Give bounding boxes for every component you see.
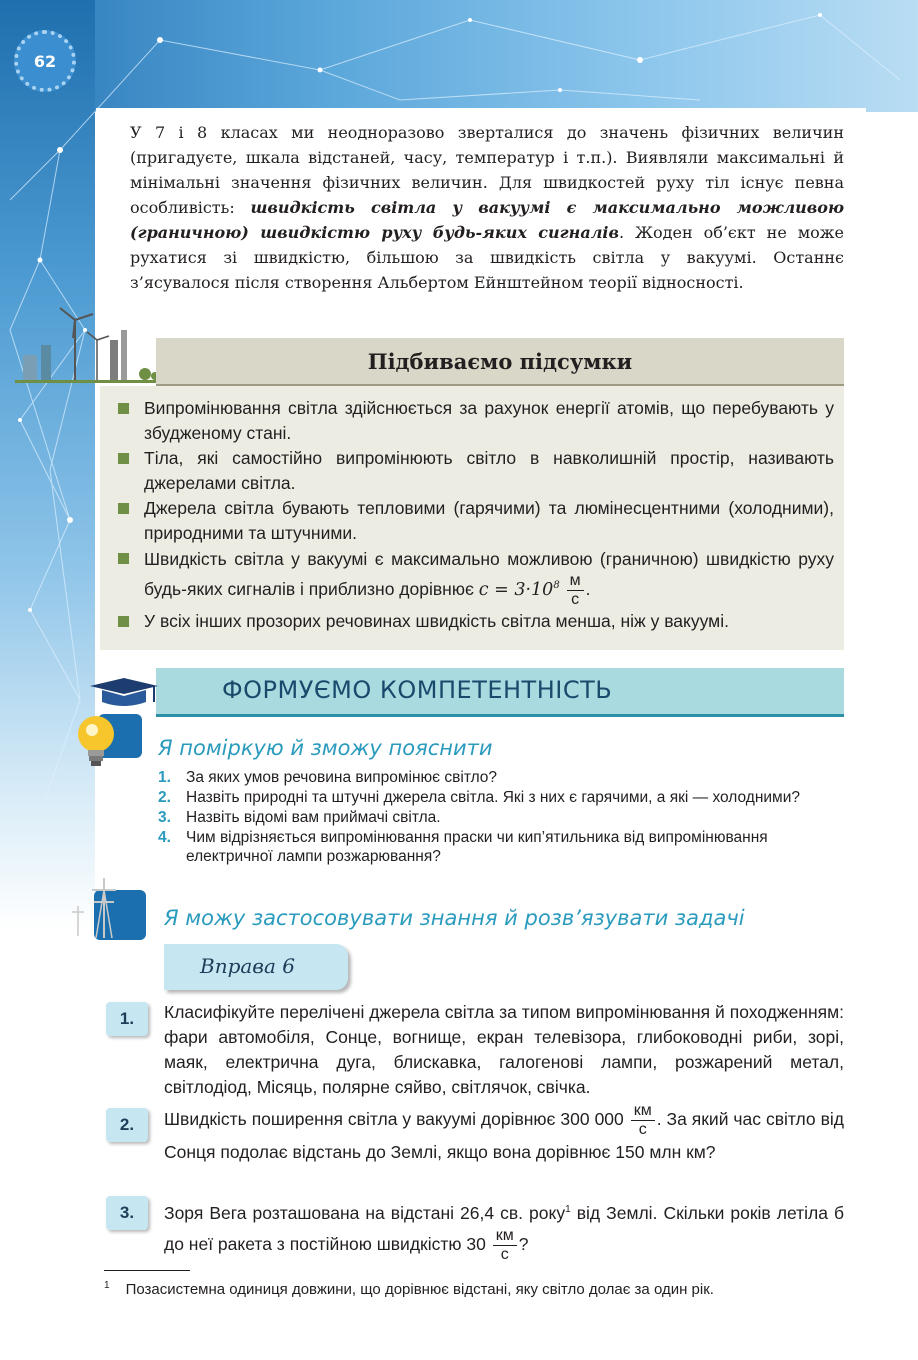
power-tower-icon [70, 876, 150, 942]
summary-box [100, 386, 844, 650]
exercise-label: Вправа 6 [200, 954, 295, 978]
exercise-tab [164, 944, 348, 990]
task-text: Класифікуйте перелічені джерела світла за типом випромінювання й походженням: фари автомобіля, Сонце, вогнище, екран телевізора, глибоководні риби, зорі, маяк, електрична дуга, блискавка, галогенові лампи, розжарений метал, світлодіод, Місяць, полярне сяйво, світлячок, свічка. [164, 1002, 844, 1097]
task-text: Зоря Вега розташована на відстані 26,4 св. року$^1$ від Землі. Скільки років летіла б до неї ракета з постійною швидкістю 30 $\frac{км}{с}$ ? [164, 1202, 845, 1263]
summary-item: Джерела світла бувають тепловими (гарячими) та люмінесцентними (холодними), природними та штучними. [118, 496, 834, 546]
task-number: 3. [106, 1196, 148, 1230]
intro-text-part2: . Жоден об’єкт не може рухатися зі швидкістю, більшою за швидкість світла у вакуумі. Останнє з’ясувалося після створення Альбертом Ейнштейном теорії відносності. [130, 223, 844, 292]
bullet-square-icon [118, 453, 129, 464]
question-item: 4. Чим відрізняється випромінювання праски чи кип’ятильника від випромінювання електричної лампи розжарювання? [158, 829, 768, 865]
graduation-cap-icon [88, 676, 162, 710]
speed-of-light-formula: $c = 3\cdot 10^8$ [478, 580, 560, 601]
question-item: 1. За яких умов речовина випромінює світло? [158, 769, 498, 786]
bullet-square-icon [118, 403, 129, 414]
page-number: 62 [33, 51, 57, 71]
task-text: Швидкість поширення світла у вакуумі дорівнює 300 000 $\frac{км}{с}$ . За який час світло від Сонця подолає відстань до Землі, якщо вона дорівнює 150 млн км? [164, 1102, 844, 1162]
apply-heading: Я можу застосовувати знання й розв’язувати задачі [164, 906, 745, 930]
summary-item: Швидкість світла у вакуумі є максимально можливою (граничною) швидкістю руху будь-яких сигналів і приблизно дорівнює $c = 3\cdot 10^8$ $\frac{м}{с}$ . [118, 546, 834, 609]
summary-title: Підбиваємо підсумки [367, 348, 633, 374]
question-item: 2. Назвіть природні та штучні джерела світла. Які з них є гарячими, а які — холодними? [158, 789, 800, 806]
summary-item: У всіх інших прозорих речовинах швидкість світла менша, ніж у вакуумі. [118, 609, 834, 634]
summary-item: Випромінювання світла здійснюється за рахунок енергії атомів, що перебувають у збудженому стані. [118, 396, 834, 446]
summary-header [156, 338, 844, 386]
bullet-square-icon [118, 553, 129, 564]
question-item: 3. Назвіть відомі вам приймачі світла. [158, 809, 441, 826]
page-number-badge [14, 30, 76, 92]
summary-list [100, 386, 844, 634]
footnote: $^1$ Позасистемна одиниця довжини, що дорівнює відстані, яку світло долає за один рік. [104, 1280, 714, 1298]
unit-fraction: $\frac{км}{с}$ [493, 1227, 517, 1264]
intro-paragraph [96, 108, 866, 336]
footnote-divider [104, 1270, 190, 1271]
competence-title: ФОРМУЄМО КОМПЕТЕНТНІСТЬ [222, 676, 613, 704]
question-list [158, 768, 844, 867]
competence-header [156, 668, 844, 717]
bullet-square-icon [118, 616, 129, 627]
intro-text-part1: У 7 і 8 класах ми неодноразово зверталися до значень фізичних величин (пригадуєте, шкала відстаней, часу, температур і т.п.). Виявляли максимальні й мінімальні значення фізичних величин. Для швидкостей руху тіл існує певна особливість: [130, 123, 844, 217]
intro-emphasis: швидкість світла у вакуумі є максимально можливою (граничною) швидкістю руху будь-яких сигналів [130, 198, 844, 242]
summary-item: Тіла, які самостійно випромінюють світло в навколишній простір, називають джерелами світла. [118, 446, 834, 496]
wind-turbines-city-icon [15, 300, 165, 385]
bullet-square-icon [118, 503, 129, 514]
unit-fraction: $\frac{км}{с}$ [631, 1102, 655, 1139]
task-number: 1. [106, 1002, 148, 1036]
task-number: 2. [106, 1108, 148, 1142]
explain-heading: Я поміркую й зможу пояснити [158, 736, 493, 760]
light-bulb-icon [74, 708, 142, 772]
unit-fraction: $\frac{м}{с}$ [567, 572, 584, 609]
